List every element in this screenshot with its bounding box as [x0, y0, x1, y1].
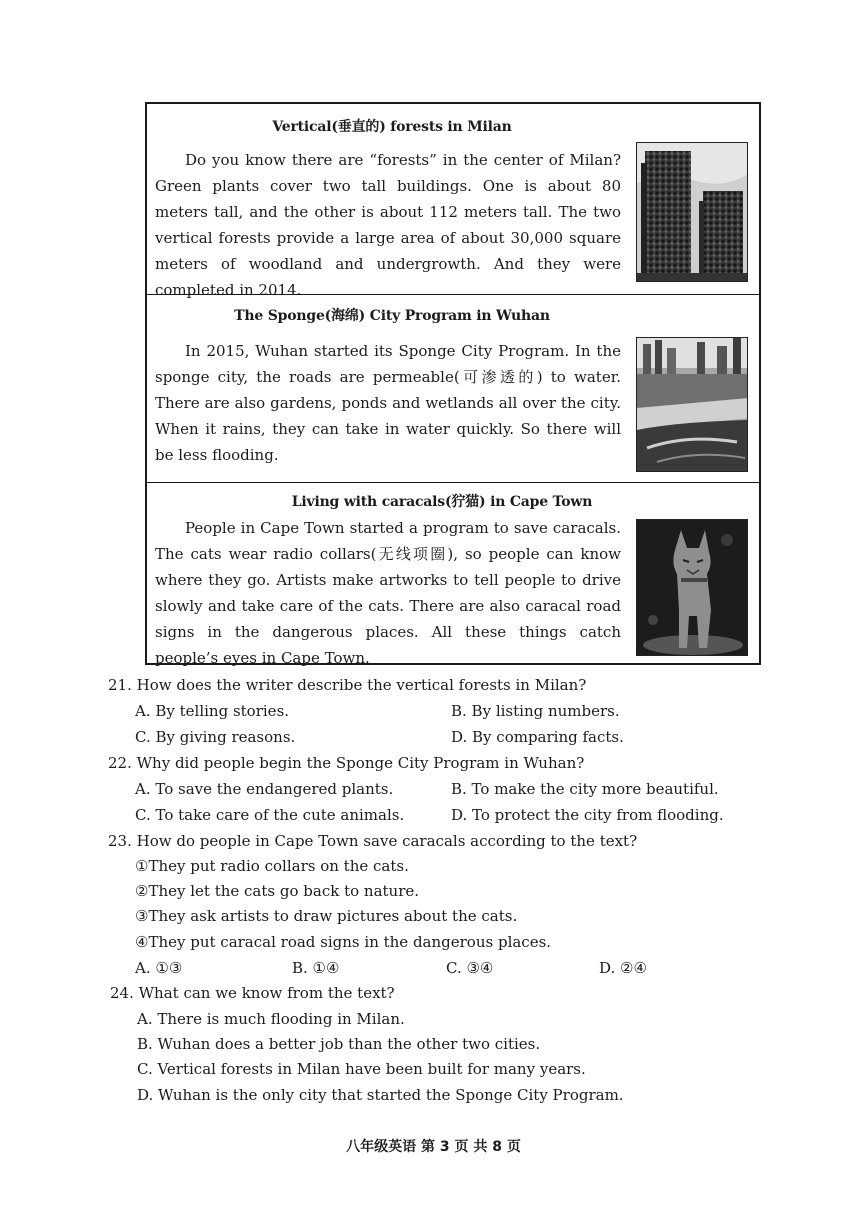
question-22-option-c[interactable]: C. To take care of the cute animals. [135, 806, 405, 824]
passage-text: Do you know there are “forests” in the center of Milan? Green plants cover two tall buildings. One is about 80 meters tall, and the other is about 112 meters tall. The two vertical forests provide a large area of about 30,000 square meters of woodland and undergrowth. And they were completed in 2014. [155, 151, 621, 299]
question-23-statement-3: ③They ask artists to draw pictures about the cats. [135, 907, 518, 925]
passage-cape-town [147, 482, 759, 665]
question-22-option-d[interactable]: D. To protect the city from flooding. [451, 806, 724, 824]
vertical-forest-photo [636, 142, 748, 282]
passage-title: The Sponge(海绵) City Program in Wuhan [234, 308, 550, 324]
caracal-photo [636, 519, 748, 656]
question-23-stem: 23. How do people in Cape Town save caracals according to the text? [108, 832, 638, 850]
question-24-stem: 24. What can we know from the text? [110, 984, 395, 1002]
question-21-option-a[interactable]: A. By telling stories. [135, 702, 290, 720]
question-23-option-d[interactable]: D. ②④ [599, 959, 647, 977]
reading-passage-box [145, 102, 761, 665]
question-21-option-c[interactable]: C. By giving reasons. [135, 728, 296, 746]
question-22-option-b[interactable]: B. To make the city more beautiful. [451, 780, 719, 798]
passage-wuhan [147, 294, 759, 482]
question-23-statement-2: ②They let the cats go back to nature. [135, 882, 420, 900]
question-23-option-c[interactable]: C. ③④ [446, 959, 494, 977]
question-24-option-c[interactable]: C. Vertical forests in Milan have been built for many years. [137, 1060, 586, 1078]
question-22-stem: 22. Why did people begin the Sponge City Program in Wuhan? [108, 754, 585, 772]
question-23-statement-4: ④They put caracal road signs in the dangerous places. [135, 933, 552, 951]
page-footer: 八年级英语 第 3 页 共 8 页 [346, 1139, 521, 1155]
question-21-option-b[interactable]: B. By listing numbers. [451, 702, 620, 720]
sponge-city-photo [636, 337, 748, 472]
question-21-stem: 21. How does the writer describe the vertical forests in Milan? [108, 676, 587, 694]
question-23-option-a[interactable]: A. ①③ [135, 959, 183, 977]
passage-milan [147, 104, 759, 299]
question-24-option-a[interactable]: A. There is much flooding in Milan. [137, 1010, 405, 1028]
passage-title: Living with caracals(狞猫) in Cape Town [291, 494, 593, 510]
question-21-option-d[interactable]: D. By comparing facts. [451, 728, 624, 746]
passage-title: Vertical(垂直的) forests in Milan [272, 119, 512, 135]
passage-text: People in Cape Town started a program to save caracals. The cats wear radio collars(无线项圈), so people can know where they go. Artists make artworks to tell people to drive slowly and take care of the cats. There are also caracal road signs in the dangerous places. All these things catch people’s eyes in Cape Town. [155, 519, 621, 667]
question-24-option-b[interactable]: B. Wuhan does a better job than the other two cities. [137, 1035, 541, 1053]
question-22-option-a[interactable]: A. To save the endangered plants. [135, 780, 394, 798]
passage-text: In 2015, Wuhan started its Sponge City Program. In the sponge city, the roads are permeable(可渗透的) to water. There are also gardens, ponds and wetlands all over the city. When it rains, they can take in water quickly. So there will be less flooding. [155, 342, 621, 464]
question-23-statement-1: ①They put radio collars on the cats. [135, 857, 409, 875]
question-23-option-b[interactable]: B. ①④ [292, 959, 340, 977]
question-24-option-d[interactable]: D. Wuhan is the only city that started the Sponge City Program. [137, 1086, 624, 1104]
